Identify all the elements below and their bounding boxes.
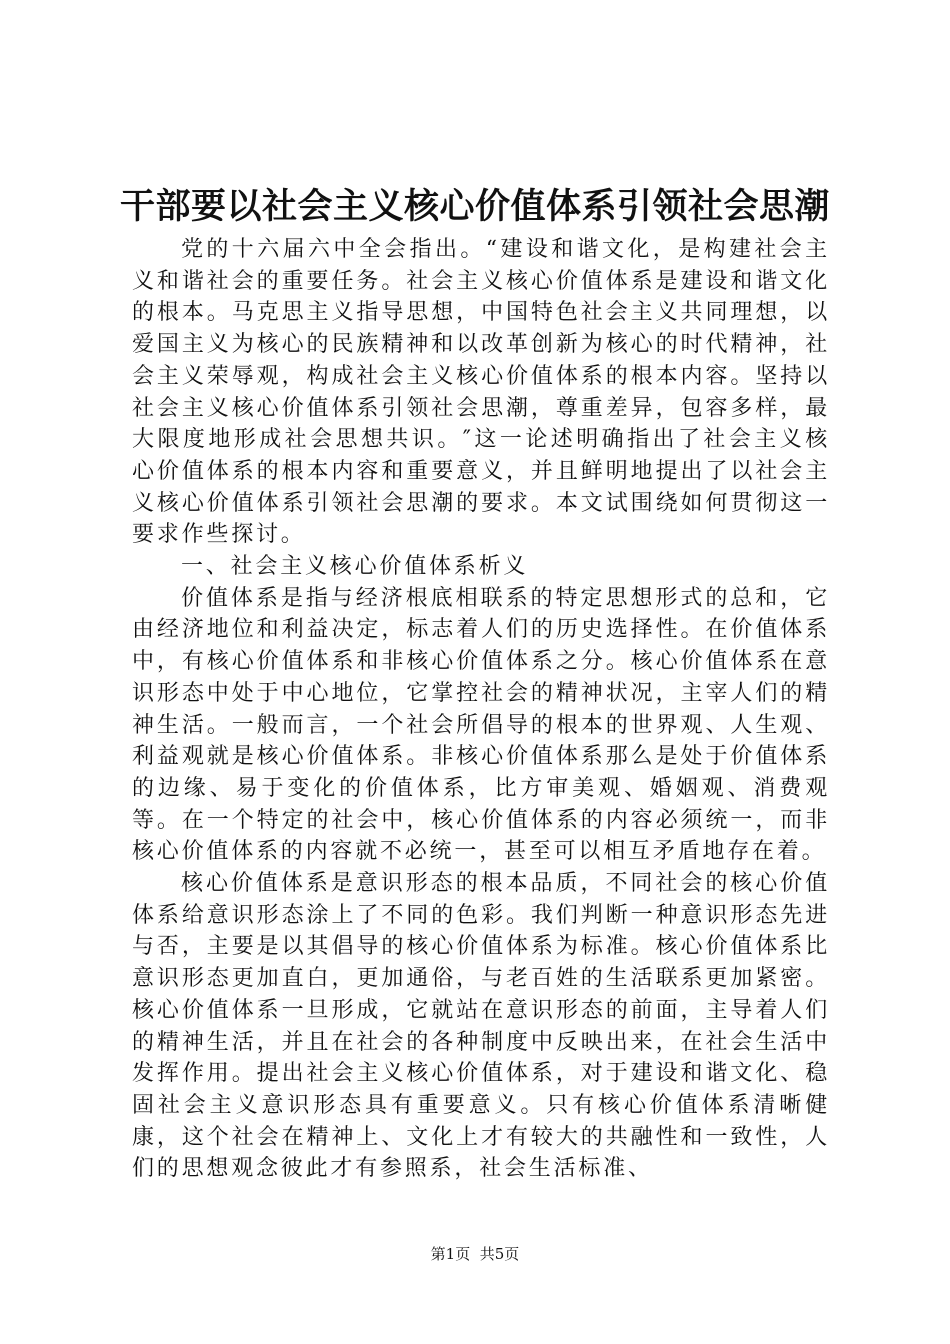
paragraph-core-value: 核心价值体系是意识形态的根本品质，不同社会的核心价值体系给意识形态涂上了不同的色彩。我们判断一种意识形态先进与否，主要是以其倡导的核心价值体系为标准。核心价值体系比意识形态更加直白，更加通俗，与老百姓的生活联系更加紧密。核心价值体系一旦形成，它就站在意识形态的前面，主导着人们的精神生活，并且在社会的各种制度中反映出来，在社会生活中发挥作用。提出社会主义核心价值体系，对于建设和谐文化、稳固社会主义意识形态具有重要意义。只有核心价值体系清晰健康，这个社会在精神上、文化上才有较大的共融性和一致性，人们的思想观念彼此才有参照系，社会生活标准、 xyxy=(132,871,830,1182)
page-total: 共5页 xyxy=(479,1245,520,1263)
page-number: 第1页 xyxy=(430,1245,471,1263)
page-footer xyxy=(0,1244,950,1264)
document-body xyxy=(132,234,830,1185)
paragraph-value-system: 价值体系是指与经济根底相联系的特定思想形式的总和，它由经济地位和利益决定，标志着人们的历史选择性。在价值体系中，有核心价值体系和非核心价值体系之分。核心价值体系在意识形态中处于中心地位，它掌控社会的精神状况，主宰人们的精神生活。一般而言，一个社会所倡导的根本的世界观、人生观、利益观就是核心价值体系。非核心价值体系那么是处于价值体系的边缘、易于变化的价值体系，比方审美观、婚姻观、消费观等。在一个特定的社会中，核心价值体系的内容必须统一，而非核心价值体系的内容就不必统一，甚至可以相互矛盾地存在着。 xyxy=(132,585,830,865)
section-heading: 一、社会主义核心价值体系析义 xyxy=(181,554,529,580)
page-title: 干部要以社会主义核心价值体系引领社会思潮 xyxy=(119,187,830,227)
paragraph-intro: 党的十六届六中全会指出。“建设和谐文化，是构建社会主义和谐社会的重要任务。社会主义核心价值体系是建设和谐文化的根本。马克思主义指导思想，中国特色社会主义共同理想，以爱国主义为核心的民族精神和以改革创新为核心的时代精神，社会主义荣辱观，构成社会主义核心价值体系的根本内容。坚持以社会主义核心价值体系引领社会思潮，尊重差异，包容多样，最大限度地形成社会思想共识。″这一论述明确指出了社会主义核心价值体系的根本内容和重要意义，并且鲜明地提出了以社会主义核心价值体系引领社会思潮的要求。本文试围绕如何贯彻这一要求作些探讨。 xyxy=(132,237,830,548)
